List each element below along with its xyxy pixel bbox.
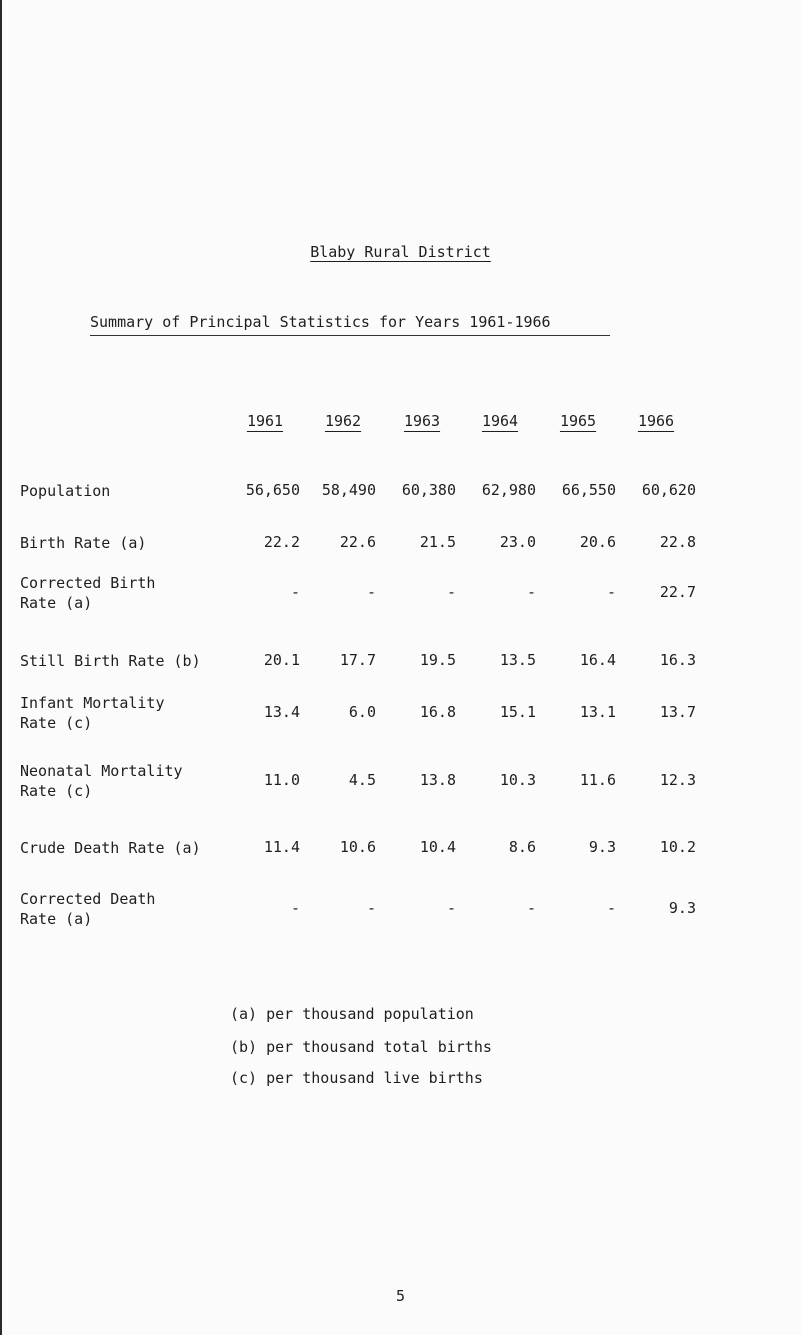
table-cell: 19.5 [419, 651, 456, 669]
year-header: 1964 [481, 412, 519, 430]
table-cell: 20.6 [579, 533, 616, 551]
table-cell: 10.2 [659, 838, 696, 856]
table-cell: 9.3 [588, 838, 616, 856]
table-cell: 13.1 [579, 703, 616, 721]
table-cell: 22.6 [339, 533, 376, 551]
row-label-line: Crude Death Rate (a) [20, 839, 201, 857]
table-cell: 21.5 [419, 533, 456, 551]
footnote-b: (b) per thousand total births [230, 1038, 492, 1056]
year-header: 1962 [324, 412, 362, 430]
row-label-line: Rate (a) [20, 910, 93, 928]
table-cell: - [526, 583, 536, 601]
table-cell: 11.0 [263, 771, 300, 789]
row-label [20, 761, 220, 801]
row-label-line: Infant Mortality [20, 694, 165, 712]
table-cell: 6.0 [348, 703, 376, 721]
table-cell: 16.4 [579, 651, 616, 669]
table-cell: 4.5 [348, 771, 376, 789]
table-cell: 22.7 [659, 583, 696, 601]
table-cell: 56,650 [245, 481, 300, 499]
page-edge-rule [0, 0, 2, 1335]
page-number: 5 [395, 1287, 406, 1305]
row-label-line: Corrected Birth [20, 574, 156, 592]
year-header: 1961 [246, 412, 284, 430]
table-cell: 60,380 [401, 481, 456, 499]
table-cell: 20.1 [263, 651, 300, 669]
row-label [20, 481, 220, 501]
row-label [20, 533, 220, 553]
table-cell: - [290, 583, 300, 601]
table-cell: 62,980 [481, 481, 536, 499]
table-cell: - [366, 899, 376, 917]
row-label-line: Still Birth Rate (b) [20, 652, 201, 670]
row-label-line: Neonatal Mortality [20, 762, 183, 780]
table-cell: 8.6 [508, 838, 536, 856]
table-cell: - [526, 899, 536, 917]
table-cell: 23.0 [499, 533, 536, 551]
table-cell: 13.5 [499, 651, 536, 669]
table-cell: 11.6 [579, 771, 616, 789]
row-label-line: Rate (c) [20, 714, 93, 732]
row-label [20, 573, 220, 613]
row-label [20, 693, 220, 733]
table-cell: 16.3 [659, 651, 696, 669]
table-cell: 10.4 [419, 838, 456, 856]
table-cell: 12.3 [659, 771, 696, 789]
row-label-line: Corrected Death [20, 890, 156, 908]
table-cell: 15.1 [499, 703, 536, 721]
row-label-line: Rate (c) [20, 782, 93, 800]
table-cell: 16.8 [419, 703, 456, 721]
table-cell: 13.7 [659, 703, 696, 721]
table-cell: - [606, 583, 616, 601]
table-cell: 10.6 [339, 838, 376, 856]
document-subtitle: Summary of Principal Statistics for Years 1961-1966 [90, 313, 610, 336]
table-cell: 66,550 [561, 481, 616, 499]
document-title: Blaby Rural District [310, 243, 491, 261]
table-cell: 9.3 [668, 899, 696, 917]
year-header: 1963 [403, 412, 441, 430]
table-cell: - [606, 899, 616, 917]
table-cell: - [366, 583, 376, 601]
table-cell: 22.8 [659, 533, 696, 551]
table-cell: 58,490 [321, 481, 376, 499]
table-cell: 13.4 [263, 703, 300, 721]
table-cell: 13.8 [419, 771, 456, 789]
table-cell: - [290, 899, 300, 917]
row-label [20, 838, 220, 858]
table-cell: - [446, 583, 456, 601]
footnote-a: (a) per thousand population [230, 1005, 474, 1023]
row-label-line: Birth Rate (a) [20, 534, 147, 552]
year-header: 1966 [637, 412, 675, 430]
row-label [20, 651, 220, 671]
row-label-line: Population [20, 482, 111, 500]
footnote-c: (c) per thousand live births [230, 1069, 483, 1087]
row-label-line: Rate (a) [20, 594, 93, 612]
row-label [20, 889, 220, 929]
table-cell: 10.3 [499, 771, 536, 789]
table-cell: 60,620 [641, 481, 696, 499]
table-cell: 22.2 [263, 533, 300, 551]
table-cell: 11.4 [263, 838, 300, 856]
year-header: 1965 [559, 412, 597, 430]
table-cell: - [446, 899, 456, 917]
table-cell: 17.7 [339, 651, 376, 669]
